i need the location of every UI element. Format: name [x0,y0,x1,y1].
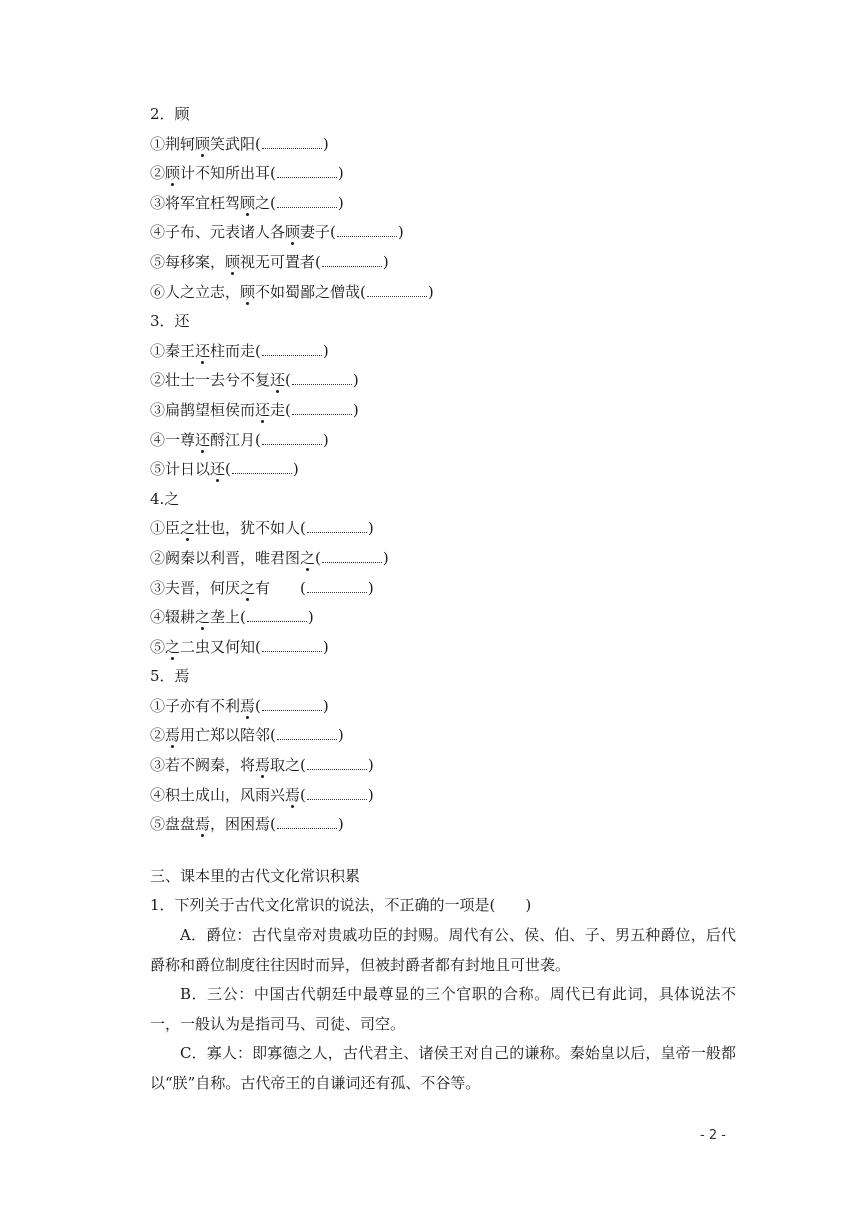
vocab-item [150,218,736,248]
open-paren: ( [270,726,276,745]
item-text-pre: ⑥人之立志， [150,282,241,301]
item-text-pre: ①子亦有不利 [150,696,241,715]
open-paren: ( [255,134,261,153]
target-character: 顾 [225,252,241,271]
item-text-pre: ③若不阙秦，将 [150,756,256,775]
target-character: 之 [300,548,316,567]
open-paren: ( [300,578,306,597]
item-text-pre: ③扁鹊望桓侯而 [150,400,256,419]
answer-blank[interactable] [277,827,337,829]
item-text-pre: ②阙秦以利晋，唯君图 [150,548,301,567]
close-paren: ) [337,815,344,834]
close-paren: ) [397,223,404,242]
section-title: 三、课本里的古代文化常识积累 [150,866,361,885]
close-paren: ) [307,608,314,627]
close-paren: ) [322,696,329,715]
target-character: 还 [270,371,286,390]
close-paren: ) [337,193,344,212]
target-character: 顾 [165,164,181,183]
target-character: 焉 [165,726,181,745]
open-paren: ( [255,696,261,715]
answer-blank[interactable] [307,768,367,770]
vocab-item [150,189,736,219]
item-text-pre: ③将军宜枉驾 [150,193,241,212]
open-paren: ( [225,460,231,479]
open-paren: ( [255,637,261,656]
item-text-pre: ⑤盘盘 [150,815,196,834]
open-paren: ( [255,341,261,360]
item-text-post: 壮也，犹不如人 [195,519,301,538]
answer-blank[interactable] [262,650,322,652]
item-text-post: 酹江月 [210,430,256,449]
vocab-item [150,130,736,160]
open-paren: ( [300,519,306,538]
close-paren: ) [367,785,374,804]
close-paren: ) [322,341,329,360]
answer-blank[interactable] [277,206,337,208]
close-paren: ) [382,548,389,567]
answer-blank[interactable] [307,531,367,533]
target-character: 顾 [240,193,256,212]
item-text-post: 取之 [270,756,301,775]
target-character: 之 [195,608,211,627]
item-text-pre: ② [150,726,166,745]
open-paren: ( [300,785,306,804]
item-text-post: 计不知所出耳 [180,164,271,183]
item-text-pre: ④辍耕 [150,608,196,627]
item-text-post: ，困困焉 [210,815,271,834]
vocab-item [150,692,736,722]
target-character: 之 [180,519,196,538]
target-character: 还 [195,430,211,449]
close-paren: ) [352,371,359,390]
item-text-post: 之 [255,193,271,212]
target-character: 顾 [240,282,256,301]
item-text-pre: ①秦王 [150,341,196,360]
item-text-post: 用亡郑以陪邻 [180,726,271,745]
item-text-pre: ④子布、元表诸人各 [150,223,286,242]
answer-blank[interactable] [262,147,322,149]
target-character: 顾 [285,223,301,242]
target-character: 焉 [240,696,256,715]
open-paren: ( [315,548,321,567]
vocab-item [150,810,736,840]
open-paren: ( [360,282,366,301]
item-text-pre: ⑤计日以 [150,460,211,479]
vocab-item [150,396,736,426]
vocab-item [150,751,736,781]
vocab-item [150,603,736,633]
item-text-pre: ②壮士一去兮不复 [150,371,271,390]
item-text-post: 视无可置者 [240,252,316,271]
vocab-item [150,248,736,278]
answer-blank[interactable] [292,413,352,415]
vocab-item [150,426,736,456]
vocab-heading: 3．还 [150,312,190,331]
item-text-pre: ①臣 [150,519,181,538]
answer-blank[interactable] [292,383,352,385]
vocab-item [150,633,736,663]
vocab-item [150,781,736,811]
answer-blank[interactable] [262,354,322,356]
vocab-item [150,337,736,367]
open-paren: ( [300,756,306,775]
item-text-pre: ①荆轲 [150,134,196,153]
close-paren: ) [352,400,359,419]
page-content [150,100,736,1099]
answer-blank[interactable] [232,472,292,474]
close-paren: ) [367,756,374,775]
item-text-pre: ④一尊 [150,430,196,449]
target-character: 之 [240,578,256,597]
item-text-pre: ⑤每移案， [150,252,226,271]
close-paren: ) [427,282,434,301]
open-paren: ( [270,193,276,212]
target-character: 还 [195,341,211,360]
answer-blank[interactable] [247,620,307,622]
vocab-item [150,721,736,751]
answer-blank[interactable] [307,591,367,593]
item-text-post: 妻子 [300,223,331,242]
target-character: 还 [210,460,226,479]
item-text-pre: ⑤ [150,637,166,656]
section-gap [150,840,736,862]
item-text-post: 走 [270,400,286,419]
item-text-pre: ④积土成山，风雨兴 [150,785,286,804]
open-paren: ( [330,223,336,242]
question-stem: 1．下列关于古代文化常识的说法，不正确的一项是( ) [150,896,532,915]
open-paren: ( [315,252,321,271]
vocab-item [150,544,736,574]
answer-blank[interactable] [322,561,382,563]
item-text-post: 垄上 [210,608,241,627]
option-b: B．三公：中国古代朝廷中最尊显的三个官职的合称。周代已有此词，具体说法不一，一般认为是指司马、司徒、司空。 [150,985,736,1033]
open-paren: ( [270,815,276,834]
vocab-item [150,514,736,544]
vocab-item [150,455,736,485]
answer-blank[interactable] [262,709,322,711]
item-text-pre: ③夫晋，何厌 [150,578,241,597]
answer-blank[interactable] [277,176,337,178]
close-paren: ) [367,578,374,597]
answer-blank[interactable] [262,443,322,445]
target-character: 还 [255,400,271,419]
open-paren: ( [285,371,291,390]
answer-blank[interactable] [277,738,337,740]
close-paren: ) [337,164,344,183]
vocab-item [150,574,736,604]
open-paren: ( [270,164,276,183]
vocab-item [150,366,736,396]
close-paren: ) [292,460,299,479]
open-paren: ( [285,400,291,419]
vocab-heading: 2．顾 [150,105,190,123]
page-number: - 2 - [700,1128,726,1143]
target-character: 焉 [195,815,211,834]
answer-blank[interactable] [307,798,367,800]
item-text-post: 二虫又何知 [180,637,256,656]
answer-blank[interactable] [322,265,382,267]
option-c: C．寡人：即寡德之人，古代君主、诸侯王对自己的谦称。秦始皇以后，皇帝一般都以“朕”自称。古代帝王的自谦词还有孤、不谷等。 [150,1044,736,1092]
vocab-heading: 5．焉 [150,667,190,686]
target-character: 焉 [255,756,271,775]
close-paren: ) [367,519,374,538]
close-paren: ) [322,430,329,449]
vocab-heading: 4.之 [150,489,180,508]
item-text-post: 不如蜀鄙之僧哉 [255,282,361,301]
close-paren: ) [337,726,344,745]
answer-blank[interactable] [367,295,427,297]
open-paren: ( [240,608,246,627]
option-a: A．爵位：古代皇帝对贵戚功臣的封赐。周代有公、侯、伯、子、男五种爵位，后代爵称和爵位制度往往因时而异，但被封爵者都有封地且可世袭。 [150,926,736,974]
vocab-item [150,159,736,189]
item-text-post: 笑武阳 [210,134,256,153]
item-text-pre: ② [150,164,166,183]
vocab-item [150,278,736,308]
close-paren: ) [382,252,389,271]
open-paren: ( [255,430,261,449]
item-text-post: 有 [255,578,301,597]
close-paren: ) [322,134,329,153]
item-text-post: 柱而走 [210,341,256,360]
close-paren: ) [322,637,329,656]
answer-blank[interactable] [337,235,397,237]
target-character: 焉 [285,785,301,804]
target-character: 之 [165,637,181,656]
target-character: 顾 [195,134,211,153]
